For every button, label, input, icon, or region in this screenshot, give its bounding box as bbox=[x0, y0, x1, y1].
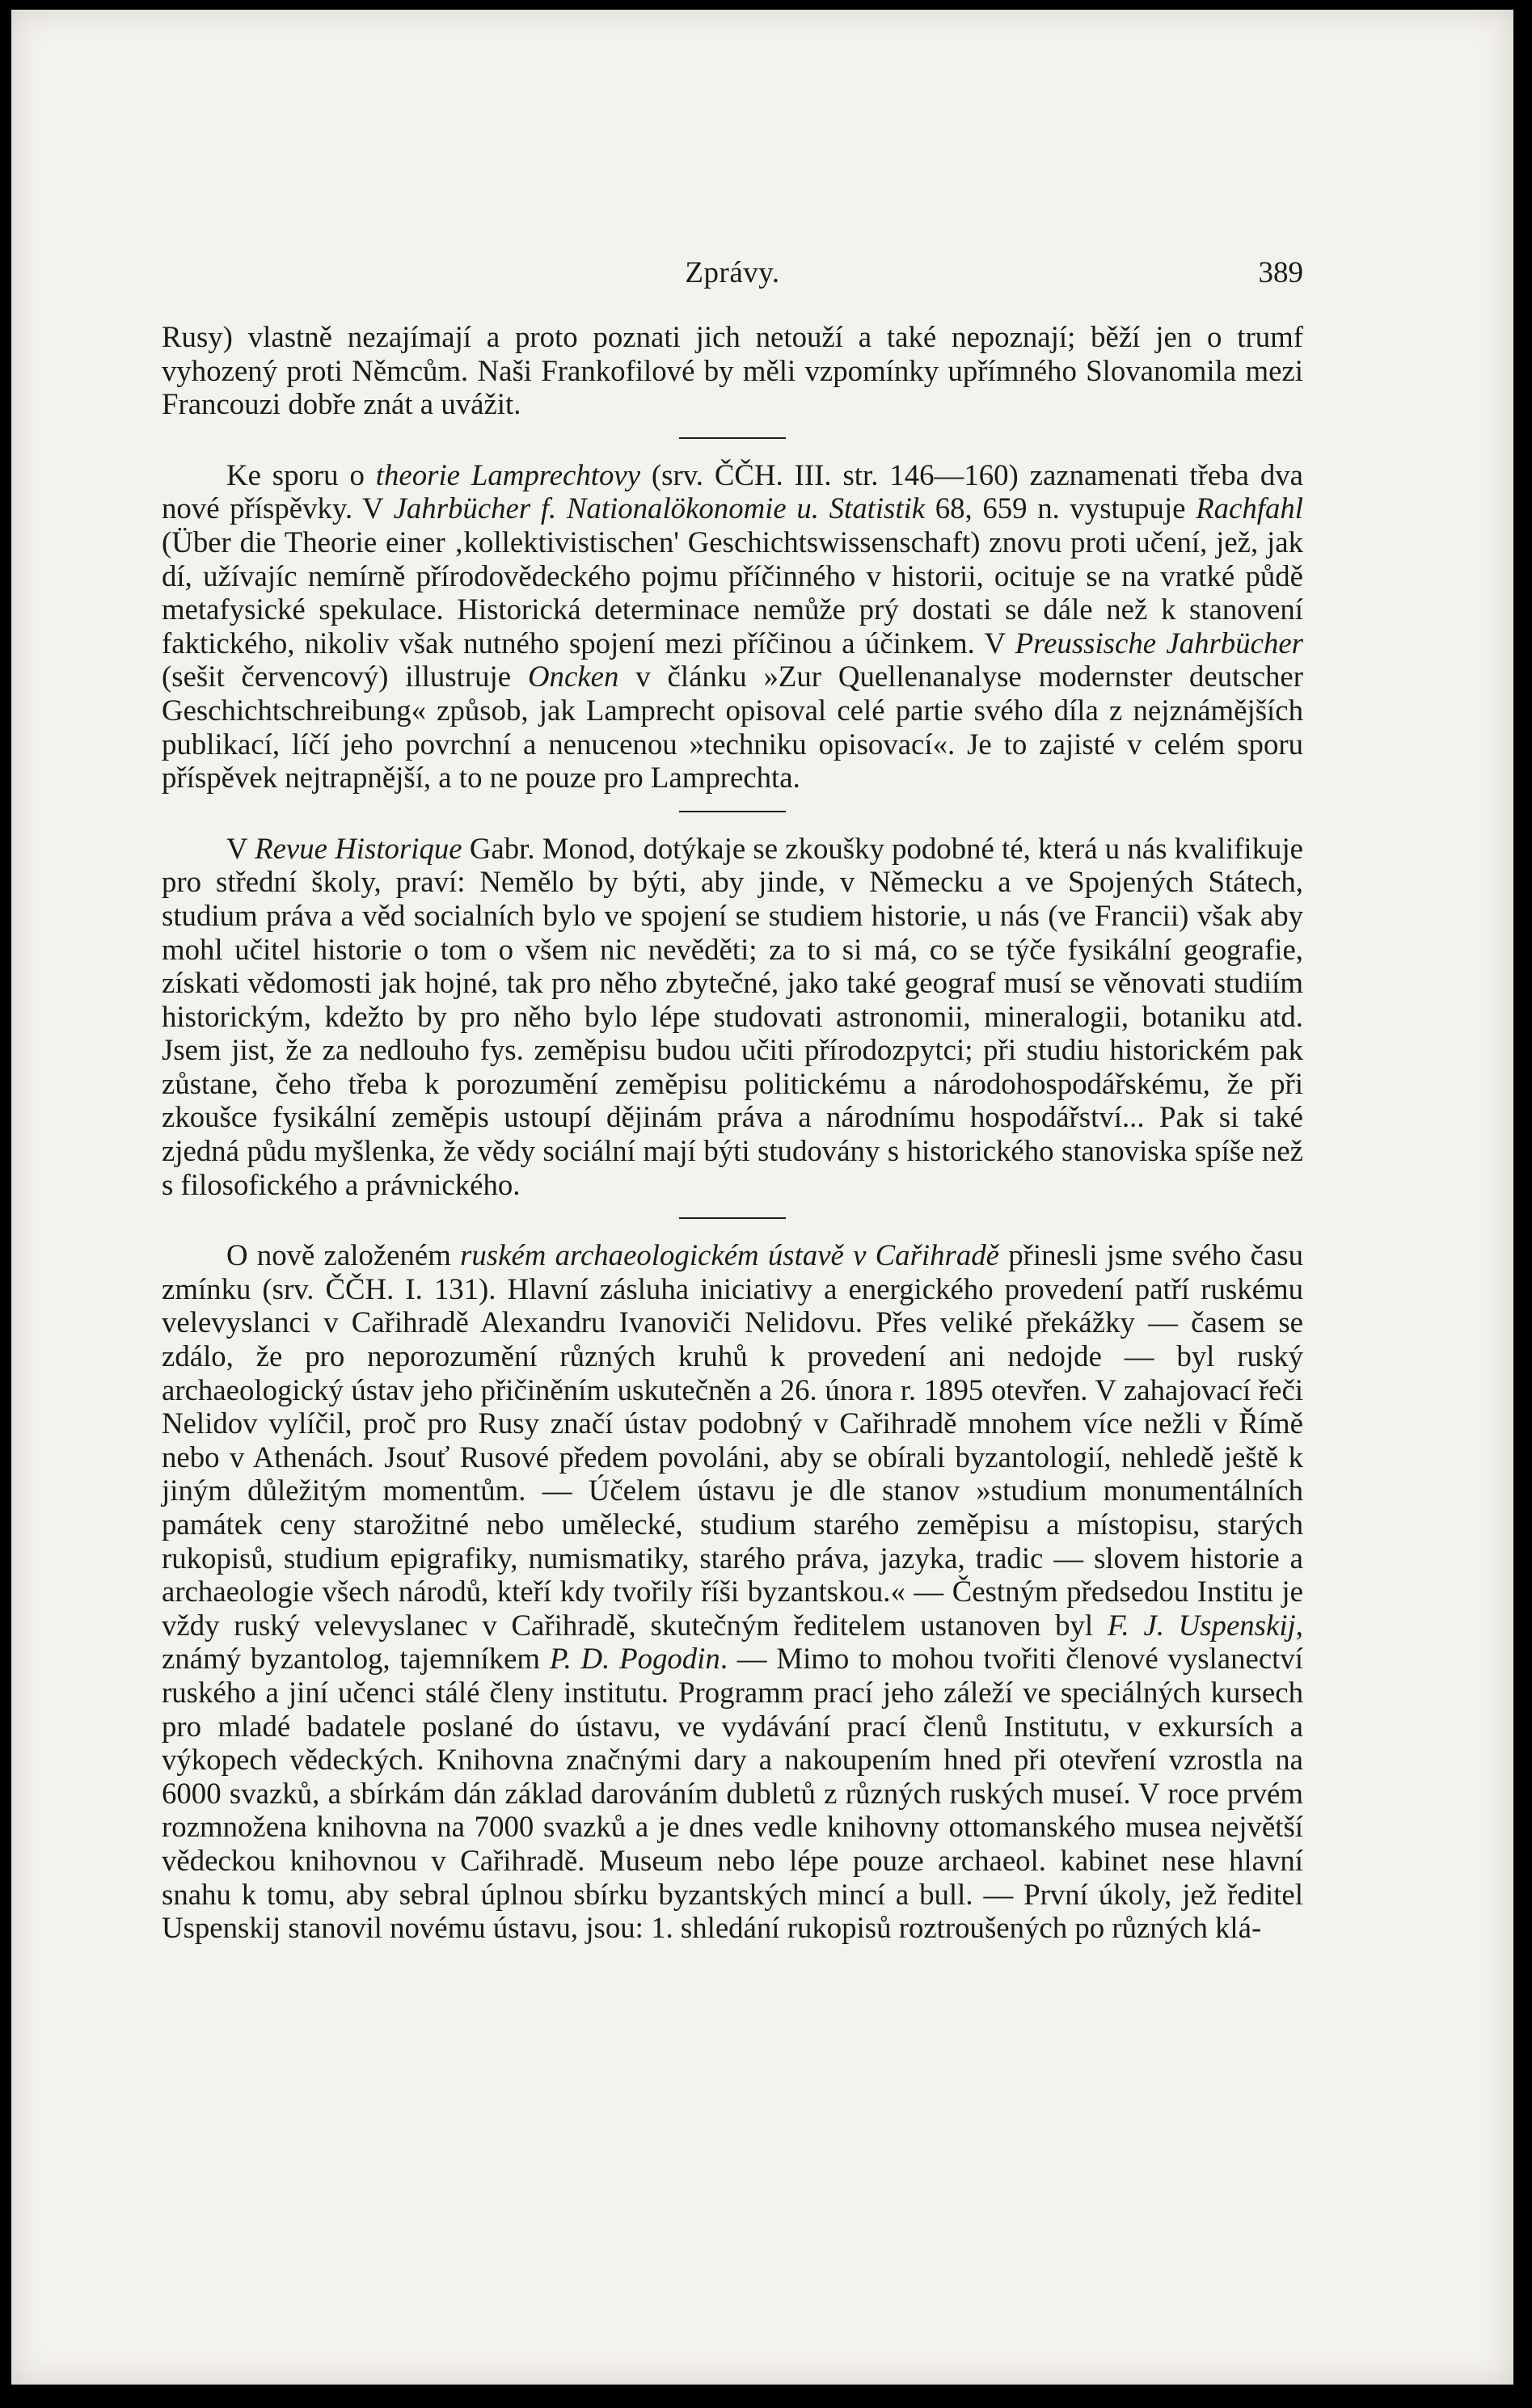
text-run: (sešit červencový) illustruje bbox=[162, 660, 528, 694]
text-run: , známý byzantolog, tajemníkem bbox=[162, 1608, 1303, 1676]
running-header bbox=[162, 252, 1303, 301]
section-divider bbox=[679, 437, 786, 439]
italic-title: ruském archaeologickém ústavě v Cařihradě bbox=[460, 1238, 999, 1272]
text-run: v článku »Zur Quellenanalyse modernster deutscher Geschichtschreibung« způsob, jak Lamprecht opisoval celé partie svého díla z nejznámějších publikací, líčí jeho povrchní a nenucenou »techniku opisovací«. Je to zajisté v celém sporu příspěvek nejtrapnější, a to ne pouze pro Lamprechta. bbox=[162, 660, 1304, 795]
italic-name: F. J. Uspenskij bbox=[1107, 1608, 1296, 1642]
italic-title: theorie Lamprechtovy bbox=[375, 458, 641, 491]
text-run: . — Mimo to mohou tvořiti členové vyslanectví ruského a jiní učenci stálé členy institutu. Programm prací jeho záleží ve speciálných kursech pro mladé badatele poslané do ústavu, ve vydávání prací členů Institutu, v exkursích a výkopech vědeckých. Knihovna značnými dary a nakoupením hned při otevření vzrostla na 6000 svazků, a sbírkám dán základ darováním dubletů z různých ruských museí. V roce prvém rozmnožena knihovna na 7000 svazků a je dnes vedle knihovny ottomanského musea největší vědeckou knihovnou v Cařihradě. Museum nebo lépe pouze archaeol. kabinet nese hlavní snahu k tomu, aby sebral úplnou sbírku byzantských mincí a bull. — První úkoly, jež ředitel Uspenskij stanovil novému ústavu, jsou: 1. shledání rukopisů roztroušených po různých klá- bbox=[162, 1642, 1304, 1945]
page-sheet bbox=[11, 10, 1513, 2385]
running-title: Zprávy. bbox=[685, 256, 780, 289]
paragraph-rusy: Rusy) vlastně nezajímají a proto poznati jich netouží a také nepoznají; běží jen o trumf vyhozený proti Němcům. Naši Frankofilové by měli vzpomínky upřímného Slovanomila mezi Francouzi dobře znát a uvážit. bbox=[162, 320, 1303, 421]
italic-name: P. D. Pogodin bbox=[549, 1642, 720, 1676]
text-run: (srv. ČČH. III. str. 146—160) zaznamenati třeba dva nové příspěvky. V bbox=[162, 458, 1303, 525]
text-run: Gabr. Monod, dotýkaje se zkoušky podobné té, která u nás kvalifikuje pro střední školy, praví: Nemělo by býti, aby jinde, v Německu a ve Spojených Státech, studium práva a věd socialních bylo ve spojení se studiem historie, u nás (ve Francii) však aby mohl učitel historie o tom o všem nic nevěděti; za to si má, co se týče fysikální geografie, získati vědomosti jak hojné, tak pro něho zbytečné, jako také geograf musí se věnovati studiím historickým, kdežto by pro něho bylo lépe studovati astronomii, mineralogii, botaniku atd. Jsem jist, že za nedlouho fys. zeměpisu budou učiti přírodozpytci; při studiu historickém pak zůstane, čeho třeba k porozumění zeměpisu politickému a národohospodářskému, že při zkoušce fysikální zeměpis ustoupí dějinám práva a národnímu hospodářství... Pak si také zjedná půdu myšlenka, že vědy sociální mají býti studovány s historického stanoviska spíše než s filosofického a právnického. bbox=[162, 831, 1304, 1201]
italic-title: Jahrbücher f. Nationalökonomie u. Statistik bbox=[393, 491, 926, 525]
paragraph-archaeological-institute bbox=[162, 1238, 1303, 1944]
italic-name: Rachfahl bbox=[1196, 491, 1303, 525]
paragraph-monod bbox=[162, 832, 1303, 1202]
italic-title: Preussische Jahrbücher bbox=[1015, 626, 1303, 660]
italic-title: Revue Historique bbox=[255, 831, 462, 865]
text-run: 68, 659 n. vystupuje bbox=[925, 491, 1196, 525]
section-divider bbox=[679, 1217, 786, 1219]
text-run: O nově založeném bbox=[226, 1238, 461, 1272]
page-number: 389 bbox=[1258, 256, 1303, 289]
section-divider bbox=[679, 811, 786, 812]
article-body bbox=[162, 252, 1303, 1945]
text-run: (Über die Theorie einer ‚kollektivistischen' Geschichtswissenschaft) znovu proti učení, jež, jak dí, užívajíc nemírně přírodovědeckého pojmu příčinného v historii, ocituje se na vratké půdě metafysické spekulace. Historická determinace nemůže prý dostati se dále než k stanovení faktického, nikoliv však nutného spojení mezi příčinou a účinkem. V bbox=[162, 525, 1303, 660]
text-run: Ke sporu o bbox=[226, 458, 376, 491]
text-run: V bbox=[226, 831, 255, 865]
text-run: přinesli jsme svého času zmínku (srv. ČČH. I. 131). Hlavní zásluha iniciativy a energického provedení patří ruskému velevyslanci v Cařihradě Alexandru Ivanoviči Nelidovu. Přes veliké překážky — časem se zdálo, že pro neporozumění různých kruhů k provedení ani nedojde — byl ruský archaeologický ústav jeho přičiněním uskutečněn a 26. února r. 1895 otevřen. V zahajovací řeči Nelidov vylíčil, proč pro Rusy značí ústav podobný v Cařihradě mnohem více nežli v Římě nebo v Athenách. Jsouť Rusové předem povoláni, aby se obírali byzantologií, nehledě ještě k jiným důležitým momentům. — Účelem ústavu je dle stanov »studium monumentálních památek ceny starožitné nebo umělecké, studium starého zeměpisu a místopisu, starých rukopisů, studium epigrafiky, numismatiky, starého práva, jazyka, tradic — slovem historie a archaeologie všech národů, kteří kdy tvořily říši byzantskou.« — Čestným předsedou Institu je vždy ruský velevyslanec v Cařihradě, skutečným ředitelem ustanoven byl bbox=[162, 1238, 1303, 1642]
italic-name: Oncken bbox=[527, 660, 619, 694]
paragraph-lamprecht bbox=[162, 458, 1303, 795]
